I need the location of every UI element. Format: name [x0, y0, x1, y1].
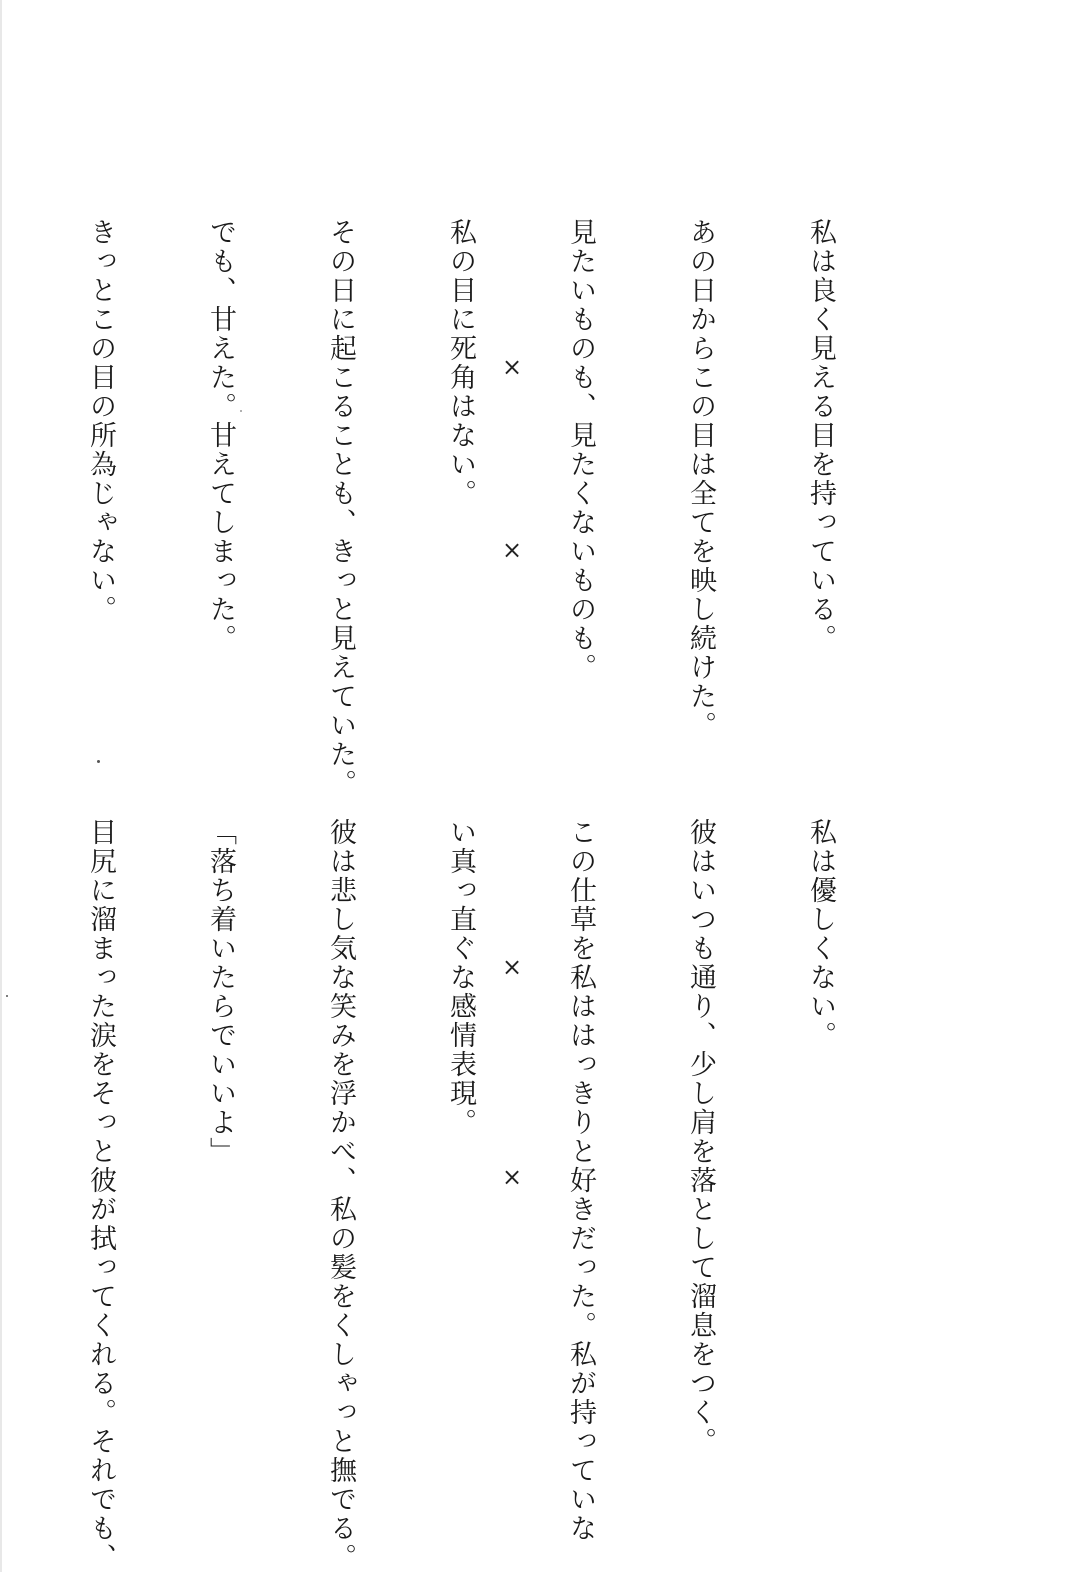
text-line: この仕草を私ははっきりと好きだった。私が持っていな	[565, 818, 596, 1543]
text-line: 私は良く見える目を持っている。	[805, 218, 836, 653]
text-line: でも、甘えた。甘えてしまった。	[205, 218, 236, 653]
text-line: 私の目に死角はない。	[445, 218, 476, 508]
text-line: 彼は悲し気な笑みを浮かべ、私の髪をくしゃっと撫でる。	[325, 818, 356, 1572]
bottom-text-block	[0, 818, 920, 1572]
text-line: い真っ直ぐな感情表現。	[445, 818, 476, 1137]
text-line: 彼はいつも通り、少し肩を落として溜息をつく。	[685, 818, 716, 1456]
scene-break-mark: ×	[502, 353, 523, 381]
scan-speck	[240, 410, 242, 412]
scene-break-mark: ×	[502, 1163, 523, 1191]
scan-speck	[97, 760, 100, 763]
text-line: 「落ち着いたらでいいよ」	[205, 818, 236, 1166]
scene-break-mark: ×	[502, 953, 523, 981]
text-line: その日に起こることも、きっと見えていた。	[325, 218, 356, 798]
top-text-block	[0, 218, 920, 798]
text-line: あの日からこの目は全てを映し続けた。	[685, 218, 716, 740]
text-line: 見たいものも、見たくないものも。	[565, 218, 596, 682]
text-line: 目尻に溜まった涙をそっと彼が拭ってくれる。それでも、	[85, 818, 116, 1572]
text-line: きっとこの目の所為じゃない。	[85, 218, 116, 624]
text-line: 私は優しくない。	[805, 818, 836, 1050]
scan-speck	[6, 995, 8, 997]
scene-break-mark: ×	[502, 536, 523, 564]
